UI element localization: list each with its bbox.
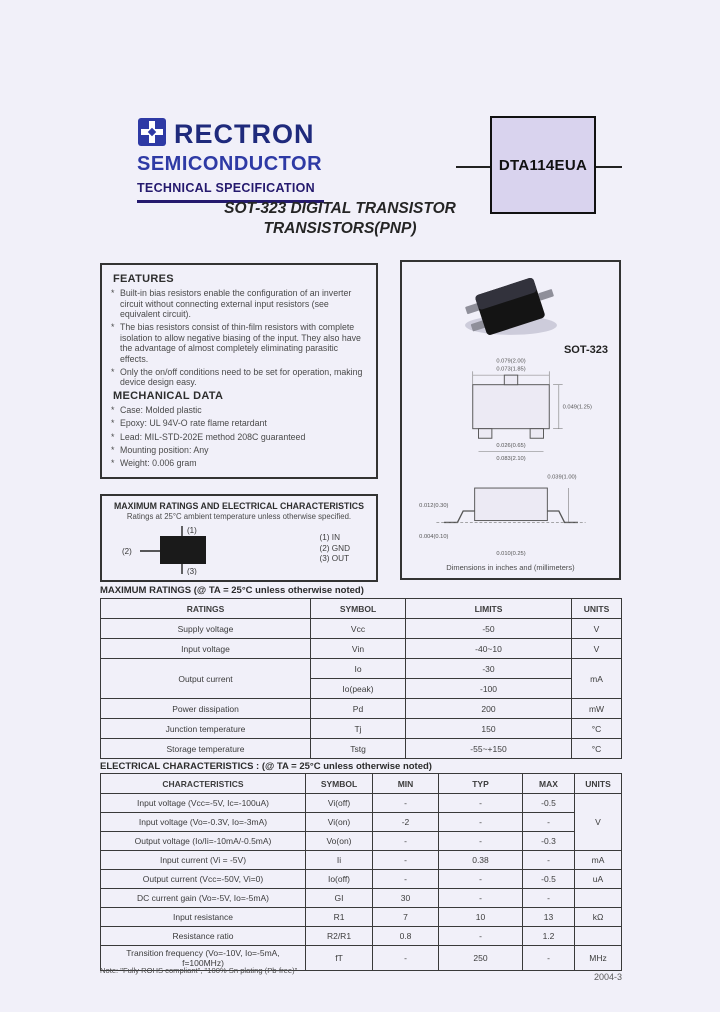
- table-cell: -: [373, 832, 439, 851]
- mechanical-list: [111, 405, 367, 468]
- table-cell: fT: [306, 946, 373, 971]
- document-title-line2: TRANSISTORS(PNP): [263, 220, 417, 238]
- table-cell: -: [373, 946, 439, 971]
- table-row: [101, 851, 622, 870]
- mechanical-item: [111, 405, 367, 416]
- bullet-marker: *: [111, 431, 115, 442]
- table-row: [101, 619, 622, 639]
- table-cell: -0.5: [523, 794, 575, 813]
- header: [137, 117, 324, 203]
- package-top-view-drawing: [411, 356, 611, 463]
- tagline: TECHNICAL SPECIFICATION: [137, 181, 315, 195]
- part-number: DTA114EUA: [498, 156, 588, 174]
- table-cell: Vin: [311, 639, 406, 659]
- document-title-line1: SOT-323 DIGITAL TRANSISTOR: [224, 200, 456, 217]
- table-cell: 200: [406, 699, 572, 719]
- table-row: [101, 719, 622, 739]
- feature-item-text: Built-in bias resistors enable the configuration of an inverter circuit without connecting external input resistors (see equivalent circuit).: [120, 288, 352, 320]
- mechanical-item-text: Weight: 0.006 gram: [120, 457, 197, 468]
- dim-label: 0.012(0.30): [418, 503, 448, 510]
- page-number: 2004-3: [593, 972, 622, 982]
- table-cell: V: [575, 794, 622, 851]
- pin-2-label: (2): [122, 547, 132, 556]
- brand-division: SEMICONDUCTOR: [137, 153, 323, 175]
- table-cell: Input voltage: [101, 639, 311, 659]
- table-cell: 0.8: [373, 927, 439, 946]
- table-cell: Transition frequency (Vo=-10V, Io=-5mA, f=100MHz): [101, 946, 306, 971]
- features-box: [100, 263, 378, 479]
- bullet-marker: *: [111, 457, 115, 468]
- table-cell: V: [572, 619, 622, 639]
- column-header: SYMBOL: [311, 599, 406, 619]
- table-row: [101, 870, 622, 889]
- table-cell: Output current (Vcc=-50V, Vi=0): [101, 870, 306, 889]
- package-box: [400, 260, 621, 580]
- document-title: [140, 199, 540, 240]
- elec-chars-title-text: ELECTRICAL CHARACTERISTICS :: [100, 761, 260, 772]
- table-cell: -100: [406, 679, 572, 699]
- table-header-row: [101, 774, 622, 794]
- table-row: [101, 699, 622, 719]
- table-cell: 250: [439, 946, 523, 971]
- table-cell: °C: [572, 739, 622, 759]
- table-cell: -: [439, 927, 523, 946]
- table-cell: -: [439, 813, 523, 832]
- table-cell: -: [523, 813, 575, 832]
- feature-item-text: The bias resistors consist of thin-film resistors with complete isolation to allow negative biasing of the input. They also have the advantage of almost completely eliminating parasitic effects.: [120, 322, 361, 364]
- table-cell: Vo(on): [306, 832, 373, 851]
- table-cell: Input voltage (Vcc=-5V, Ic=-100uA): [101, 794, 306, 813]
- column-header: UNITS: [572, 599, 622, 619]
- table-cell: Io(off): [306, 870, 373, 889]
- mechanical-item-text: Epoxy: UL 94V-O rate flame retardant: [120, 418, 267, 429]
- dim-label: 0.083(2.10): [495, 456, 526, 463]
- table-cell: Input current (Vi = -5V): [101, 851, 306, 870]
- table-row: [101, 832, 622, 851]
- table-cell: -40~10: [406, 639, 572, 659]
- table-cell: R2/R1: [306, 927, 373, 946]
- table-row: [101, 639, 622, 659]
- feature-item: [111, 288, 367, 320]
- bullet-marker: *: [111, 405, 115, 416]
- package-name-label: SOT-323: [563, 344, 608, 356]
- table-header-row: [101, 599, 622, 619]
- table-cell: Output voltage (Io/Ii=-10mA/-0.5mA): [101, 832, 306, 851]
- table-cell: -: [439, 889, 523, 908]
- table-row: [101, 813, 622, 832]
- package-side-view-drawing: [411, 467, 611, 563]
- table-cell: R1: [306, 908, 373, 927]
- table-cell: Tstg: [311, 739, 406, 759]
- table-cell: MHz: [575, 946, 622, 971]
- pin-3-label: (3): [187, 567, 197, 575]
- column-header: CHARACTERISTICS: [101, 774, 306, 794]
- table-cell: -: [439, 794, 523, 813]
- table-cell: mA: [572, 659, 622, 699]
- table-cell: 7: [373, 908, 439, 927]
- mechanical-item: [111, 458, 367, 469]
- table-cell: uA: [575, 870, 622, 889]
- column-header: UNITS: [575, 774, 622, 794]
- pin-legend: [320, 533, 350, 565]
- column-header: RATINGS: [101, 599, 311, 619]
- table-cell: 0.38: [439, 851, 523, 870]
- table-cell: Ii: [306, 851, 373, 870]
- column-header: MAX: [523, 774, 575, 794]
- dim-label: 0.039(1.00): [546, 474, 577, 481]
- table-cell: Supply voltage: [101, 619, 311, 639]
- table-cell: -0.5: [523, 870, 575, 889]
- package-photo: [411, 266, 611, 348]
- table-cell: Junction temperature: [101, 719, 311, 739]
- table-cell: 1.2: [523, 927, 575, 946]
- elec-chars-table: [100, 773, 622, 971]
- table-cell: 30: [373, 889, 439, 908]
- mechanical-item: [111, 432, 367, 443]
- dim-label: 0.004(0.10): [418, 534, 448, 541]
- table-cell: Resistance ratio: [101, 927, 306, 946]
- ratings-box-heading: MAXIMUM RATINGS AND ELECTRICAL CHARACTERISTICS: [113, 501, 365, 511]
- table-cell: -30: [406, 659, 572, 679]
- table-cell: -55~+150: [406, 739, 572, 759]
- dim-label: 0.079(2.00): [495, 358, 526, 365]
- table-cell: Output current: [101, 659, 311, 699]
- pin-legend-entry: (2) GND: [319, 543, 350, 553]
- table-row: [101, 659, 622, 679]
- table-cell: Input resistance: [101, 908, 306, 927]
- rectron-logo-icon: [137, 117, 167, 152]
- table-cell: -: [373, 851, 439, 870]
- table-cell: [575, 889, 622, 908]
- table-cell: kΩ: [575, 908, 622, 927]
- pin-1-label: (1): [187, 526, 197, 535]
- table-row: [101, 794, 622, 813]
- mechanical-item-text: Case: Molded plastic: [120, 405, 202, 416]
- column-header: TYP: [439, 774, 523, 794]
- table-cell: V: [572, 639, 622, 659]
- column-header: LIMITS: [406, 599, 572, 619]
- table-cell: -: [439, 870, 523, 889]
- table-cell: -50: [406, 619, 572, 639]
- footer-note: Note: "Fully ROHS compliant", "100% Sn plating (Pb-free)": [100, 966, 298, 975]
- max-ratings-table: [100, 598, 622, 759]
- table-cell: -2: [373, 813, 439, 832]
- brand-name: RECTRON: [174, 119, 315, 149]
- table-cell: Tj: [311, 719, 406, 739]
- table-row: [101, 739, 622, 759]
- pinout-schematic: [120, 523, 270, 575]
- feature-item: [111, 322, 367, 364]
- mechanical-heading: MECHANICAL DATA: [113, 390, 224, 403]
- table-cell: Storage temperature: [101, 739, 311, 759]
- table-cell: Vcc: [311, 619, 406, 639]
- column-header: MIN: [373, 774, 439, 794]
- mechanical-item: [111, 418, 367, 429]
- table-cell: Input voltage (Vo=-0.3V, Io=-3mA): [101, 813, 306, 832]
- dimensions-note: Dimensions in inches and (millimeters): [446, 563, 575, 572]
- pin-legend-entry: (3) OUT: [319, 554, 350, 564]
- feature-item-text: Only the on/off conditions need to be set for operation, making device design easy.: [120, 366, 363, 388]
- elec-chars-title-note: (@ TA = 25°C unless otherwise noted): [261, 761, 432, 772]
- table-row: [101, 908, 622, 927]
- table-cell: 150: [406, 719, 572, 739]
- table-cell: -: [439, 832, 523, 851]
- table-cell: 10: [439, 908, 523, 927]
- table-cell: mA: [575, 851, 622, 870]
- max-ratings-title: [100, 585, 364, 596]
- column-header: SYMBOL: [306, 774, 373, 794]
- pin-legend-entry: (1) IN: [319, 533, 340, 543]
- table-cell: -: [523, 851, 575, 870]
- mechanical-item-text: Mounting position: Any: [120, 444, 209, 455]
- dim-label: 0.010(0.25): [495, 551, 526, 558]
- table-cell: Power dissipation: [101, 699, 311, 719]
- table-cell: -0.3: [523, 832, 575, 851]
- dim-label: 0.049(1.25): [562, 404, 592, 411]
- features-heading: FEATURES: [113, 273, 174, 285]
- table-cell: -: [373, 870, 439, 889]
- max-ratings-title-note: (@ TA = 25°C unless otherwise noted): [193, 585, 364, 596]
- table-cell: Vi(on): [306, 813, 373, 832]
- dim-label: 0.073(1.85): [495, 366, 526, 373]
- table-cell: -: [523, 946, 575, 971]
- table-row: [101, 889, 622, 908]
- ratings-box-subheading: Ratings at 25°C ambient temperature unless otherwise specified.: [126, 512, 352, 521]
- mechanical-item-text: Lead: MIL-STD-202E method 208C guaranteed: [120, 431, 306, 442]
- dim-label: 0.026(0.65): [495, 443, 526, 450]
- bullet-marker: *: [111, 366, 115, 377]
- max-ratings-title-text: MAXIMUM RATINGS: [100, 585, 192, 596]
- table-cell: Vi(off): [306, 794, 373, 813]
- bullet-marker: *: [111, 322, 115, 333]
- table-cell: 13: [523, 908, 575, 927]
- table-cell: DC current gain (Vo=-5V, Io=-5mA): [101, 889, 306, 908]
- table-row: [101, 927, 622, 946]
- elec-chars-title: [100, 761, 432, 772]
- feature-item: [111, 367, 367, 388]
- table-cell: -: [373, 794, 439, 813]
- ratings-summary-box: [100, 494, 378, 582]
- bullet-marker: *: [111, 418, 115, 429]
- features-list: [111, 288, 367, 388]
- table-cell: Io: [311, 659, 406, 679]
- bullet-marker: *: [111, 288, 115, 298]
- table-cell: -: [523, 889, 575, 908]
- mechanical-item: [111, 445, 367, 456]
- table-cell: [575, 927, 622, 946]
- table-cell: GI: [306, 889, 373, 908]
- bullet-marker: *: [111, 444, 115, 455]
- table-cell: Pd: [311, 699, 406, 719]
- table-cell: Io(peak): [311, 679, 406, 699]
- table-cell: mW: [572, 699, 622, 719]
- table-cell: °C: [572, 719, 622, 739]
